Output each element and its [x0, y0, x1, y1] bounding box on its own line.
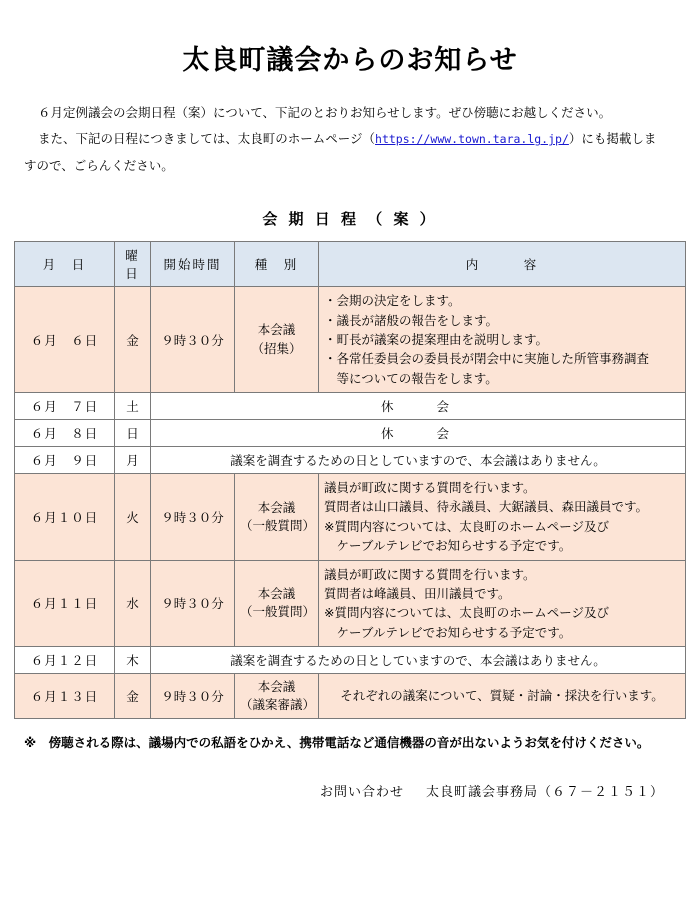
content-line: 議員が町政に関する質問を行います。 — [324, 480, 536, 495]
cell-kind-line2: （招集） — [251, 340, 302, 356]
cell-kind — [235, 287, 319, 393]
content-line: ・町長が議案の提案理由を説明します。 — [324, 331, 549, 347]
schedule-table — [14, 241, 686, 719]
cell-content — [319, 560, 686, 647]
cell-content — [319, 674, 686, 719]
cell-kind-line1: 本会議 — [257, 322, 296, 338]
table-row — [15, 474, 686, 561]
content-line: ケーブルテレビでお知らせする予定です。 — [324, 538, 572, 554]
cell-kind-line2: （一般質問） — [240, 604, 316, 620]
intro-line-2-after: ）にも掲載しま — [568, 131, 657, 147]
table-row — [15, 287, 686, 393]
cell-time: ９時３０分 — [151, 287, 235, 393]
table-header — [15, 242, 686, 287]
table-body — [15, 287, 686, 719]
cell-kind — [235, 474, 319, 561]
cell-date: ６月１１日 — [15, 560, 115, 647]
cell-kind-line1: 本会議 — [257, 679, 296, 694]
content-line: ※質問内容については、太良町のホームページ及び — [324, 605, 609, 621]
intro-line-3: すので、ごらんください。 — [24, 157, 174, 173]
cell-kind — [235, 560, 319, 647]
schedule-heading: 会 期 日 程 （ 案 ） — [262, 210, 438, 229]
column-header-time: 開始時間 — [151, 242, 235, 287]
cell-date: ６月 ８日 — [15, 420, 115, 447]
column-header-kind: 種 別 — [235, 242, 319, 287]
table-row — [15, 447, 686, 474]
cell-kind-line1: 本会議 — [257, 586, 296, 602]
cell-dow: 木 — [115, 647, 151, 674]
cell-time: ９時３０分 — [151, 674, 235, 719]
content-line: ・議長が諸般の報告をします。 — [324, 312, 499, 328]
cell-dow: 金 — [115, 674, 151, 719]
content-line: 等についての報告をします。 — [324, 370, 498, 386]
page-title: 太良町議会からのお知らせ — [182, 45, 518, 76]
cell-dow: 日 — [115, 420, 151, 447]
cell-kind-line2: （一般質問） — [240, 517, 316, 533]
column-header-date: 月 日 — [15, 242, 115, 287]
cell-content — [319, 474, 686, 561]
contact-line — [14, 781, 664, 800]
cell-kind — [235, 674, 319, 719]
content-line: 質問者は山口議員、待永議員、大鋸議員、森田議員です。 — [324, 499, 649, 515]
content-line: それぞれの議案について、質疑・討論・採決を行います。 — [340, 688, 664, 704]
cell-content: 休 会 — [151, 393, 686, 420]
intro-paragraph — [24, 101, 676, 178]
cell-content: 休 会 — [151, 420, 686, 447]
cell-time: ９時３０分 — [151, 560, 235, 647]
cell-content — [319, 287, 686, 393]
cell-dow: 火 — [115, 474, 151, 561]
column-header-content: 内 容 — [319, 242, 686, 287]
cell-date: ６月１３日 — [15, 674, 115, 719]
table-row — [15, 393, 686, 420]
table-row — [15, 560, 686, 647]
cell-date: ６月１２日 — [15, 647, 115, 674]
content-line: ケーブルテレビでお知らせする予定です。 — [324, 624, 572, 640]
cell-date: ６月１０日 — [15, 474, 115, 561]
cell-kind-line1: 本会議 — [257, 499, 296, 515]
cell-dow: 土 — [115, 393, 151, 420]
content-line: ・各常任委員会の委員長が閉会中に実施した所管事務調査 — [324, 351, 650, 367]
table-row — [15, 674, 686, 719]
cell-dow: 月 — [115, 447, 151, 474]
cell-kind-line2: （議案審議） — [240, 697, 316, 713]
cell-date: ６月 ７日 — [15, 393, 115, 420]
cell-content: 議案を調査するための日としていますので、本会議はありません。 — [151, 447, 686, 474]
intro-line-1: ６月定例議会の会期日程（案）について、下記のとおりお知らせします。ぜひ傍聴にお越しください。 — [38, 105, 612, 120]
table-header-row — [15, 242, 686, 287]
cell-content: 議案を調査するための日としていますので、本会議はありません。 — [151, 647, 686, 674]
attendance-note: ※ 傍聴される際は、議場内での私語をひかえ、携帯電話など通信機器の音が出ないようお気を付けください。 — [24, 735, 650, 751]
column-header-dow: 曜日 — [115, 242, 151, 287]
contact-value: 太良町議会事務局（６７－２１５１） — [425, 785, 664, 801]
content-line: 質問者は峰議員、田川議員です。 — [324, 585, 511, 601]
content-line: ・会期の決定をします。 — [324, 293, 461, 309]
cell-date: ６月 ６日 — [15, 287, 115, 393]
intro-line-2 — [24, 127, 676, 151]
town-homepage-link[interactable]: https://www.town.tara.lg.jp/ — [375, 132, 569, 147]
table-row — [15, 647, 686, 674]
cell-dow: 水 — [115, 560, 151, 647]
contact-label: お問い合わせ — [319, 785, 404, 801]
cell-dow: 金 — [115, 287, 151, 393]
cell-time: ９時３０分 — [151, 474, 235, 561]
content-line: 議員が町政に関する質問を行います。 — [324, 566, 536, 582]
intro-line-2-before: また、下記の日程につきましては、太良町のホームページ（ — [38, 131, 376, 147]
content-line: ※質問内容については、太良町のホームページ及び — [324, 518, 609, 534]
cell-date: ６月 ９日 — [15, 447, 115, 474]
table-row — [15, 420, 686, 447]
